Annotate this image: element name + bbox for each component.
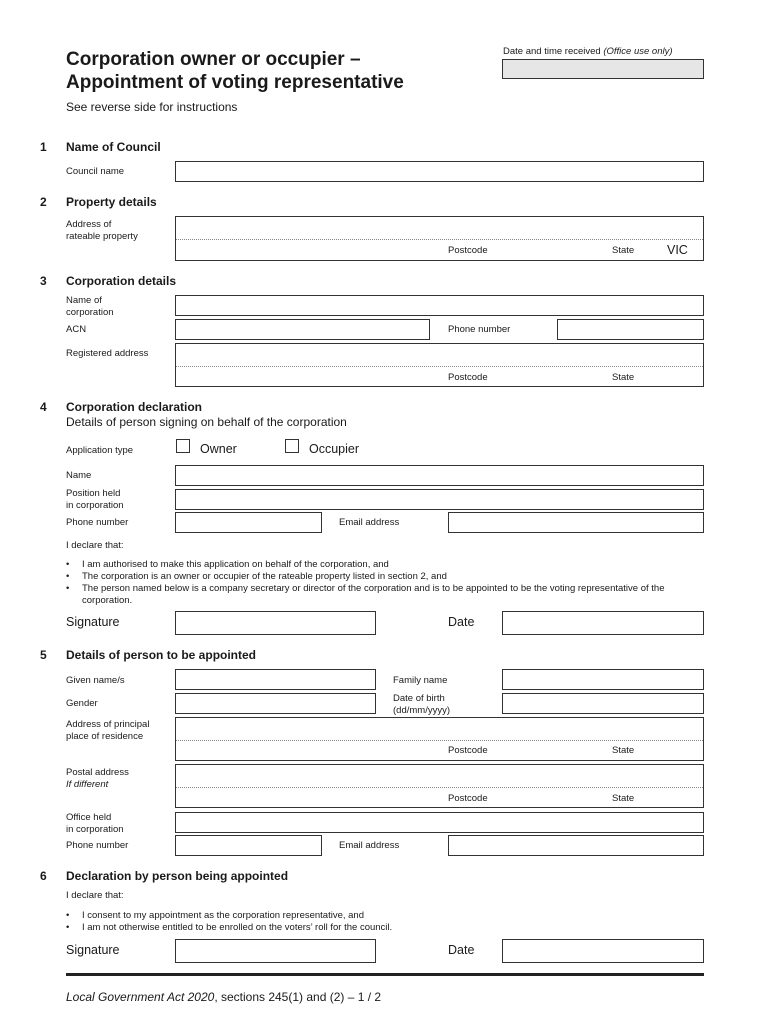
- section-3-title: Corporation details: [66, 274, 177, 288]
- date-input[interactable]: [502, 611, 704, 635]
- given-names-input[interactable]: [175, 669, 376, 690]
- footer-text: Local Government Act 2020, sections 245(1) and (2) – 1 / 2: [66, 990, 382, 1004]
- gender-input[interactable]: [175, 693, 376, 714]
- subtitle: See reverse side for instructions: [66, 100, 238, 114]
- section-4-title: Corporation declaration: [66, 400, 203, 414]
- signature-label: Signature: [66, 615, 120, 629]
- property-state-label: State: [612, 245, 635, 256]
- position-held-label: Position held in corporation: [66, 488, 124, 511]
- section-6-number: 6: [40, 869, 47, 883]
- declaration-item: • The person named below is a company secretary or director of the corporation and is to be appointed to be the voting representative of the corporation.: [66, 583, 666, 607]
- dob-label: Date of birth (dd/mm/yyyy): [393, 693, 450, 716]
- section-4-subtitle: Details of person signing on behalf of the corporation: [66, 415, 347, 429]
- property-postcode-label: Postcode: [448, 245, 488, 256]
- acn-label: ACN: [66, 324, 87, 335]
- declare-label: I declare that:: [66, 540, 124, 551]
- residence-state-label: State: [612, 745, 635, 756]
- office-use-label: Date and time received (Office use only): [503, 46, 673, 57]
- corporation-name-label: Name of corporation: [66, 295, 114, 318]
- declaration-list: [66, 559, 666, 607]
- owner-checkbox[interactable]: [176, 439, 190, 453]
- appointee-phone-input[interactable]: [175, 835, 322, 856]
- council-name-label: Council name: [66, 166, 125, 177]
- owner-label: Owner: [200, 442, 237, 456]
- divider: [176, 239, 703, 240]
- application-type-label: Application type: [66, 445, 134, 456]
- section-2-number: 2: [40, 195, 47, 209]
- postal-state-label: State: [612, 793, 635, 804]
- footer-rule: [66, 973, 704, 976]
- postal-postcode-label: Postcode: [448, 793, 488, 804]
- residence-postcode-label: Postcode: [448, 745, 488, 756]
- office-held-label: Office held in corporation: [66, 812, 124, 835]
- declaration-item: • The corporation is an owner or occupier of the rateable property listed in section 2, and: [66, 571, 666, 583]
- signer-phone-label: Phone number: [66, 517, 129, 528]
- section-4-number: 4: [40, 400, 47, 414]
- family-name-label: Family name: [393, 675, 448, 686]
- date-input-6[interactable]: [502, 939, 704, 963]
- declaration-item: • I am not otherwise entitled to be enrolled on the voters’ roll for the council.: [66, 922, 666, 934]
- appointee-email-label: Email address: [339, 840, 400, 851]
- office-use-field[interactable]: [502, 59, 704, 79]
- signer-name-label: Name: [66, 470, 92, 481]
- residence-address-label: Address of principal place of residence: [66, 719, 150, 742]
- given-names-label: Given name/s: [66, 675, 125, 686]
- corporation-name-input[interactable]: [175, 295, 704, 316]
- property-address-label: Address of rateable property: [66, 219, 138, 242]
- corp-phone-input[interactable]: [557, 319, 704, 340]
- divider: [176, 787, 703, 788]
- postal-address-label: Postal address: [66, 767, 129, 778]
- position-held-input[interactable]: [175, 489, 704, 510]
- gender-label: Gender: [66, 698, 98, 709]
- divider: [176, 740, 703, 741]
- signer-name-input[interactable]: [175, 465, 704, 486]
- occupier-checkbox[interactable]: [285, 439, 299, 453]
- declaration-list-6: [66, 910, 666, 934]
- section-3-number: 3: [40, 274, 47, 288]
- signer-email-label: Email address: [339, 517, 400, 528]
- registered-address-label: Registered address: [66, 348, 149, 359]
- declaration-item: • I am authorised to make this application on behalf of the corporation, and: [66, 559, 666, 571]
- signature-label-6: Signature: [66, 943, 120, 957]
- section-5-title: Details of person to be appointed: [66, 648, 257, 662]
- reg-state-label: State: [612, 372, 635, 383]
- title-line-1: Corporation owner or occupier –: [66, 49, 361, 70]
- family-name-input[interactable]: [502, 669, 704, 690]
- appointee-phone-label: Phone number: [66, 840, 129, 851]
- signature-input[interactable]: [175, 611, 376, 635]
- signer-phone-input[interactable]: [175, 512, 322, 533]
- property-state-value: VIC: [667, 243, 688, 257]
- date-label: Date: [448, 615, 475, 629]
- declaration-item: • I consent to my appointment as the corporation representative, and: [66, 910, 666, 922]
- office-held-input[interactable]: [175, 812, 704, 833]
- signer-email-input[interactable]: [448, 512, 704, 533]
- section-2-title: Property details: [66, 195, 157, 209]
- signature-input-6[interactable]: [175, 939, 376, 963]
- date-label-6: Date: [448, 943, 475, 957]
- section-1-title: Name of Council: [66, 140, 161, 154]
- appointee-email-input[interactable]: [448, 835, 704, 856]
- occupier-label: Occupier: [309, 442, 360, 456]
- section-6-title: Declaration by person being appointed: [66, 869, 289, 883]
- dob-input[interactable]: [502, 693, 704, 714]
- divider: [176, 366, 703, 367]
- section-5-number: 5: [40, 648, 47, 662]
- acn-input[interactable]: [175, 319, 430, 340]
- declare-label-6: I declare that:: [66, 890, 124, 901]
- reg-postcode-label: Postcode: [448, 372, 488, 383]
- council-name-input[interactable]: [175, 161, 704, 182]
- corp-phone-label: Phone number: [448, 324, 511, 335]
- section-1-number: 1: [40, 140, 47, 154]
- title-line-2: Appointment of voting representative: [66, 72, 404, 93]
- postal-address-note: If different: [66, 779, 109, 790]
